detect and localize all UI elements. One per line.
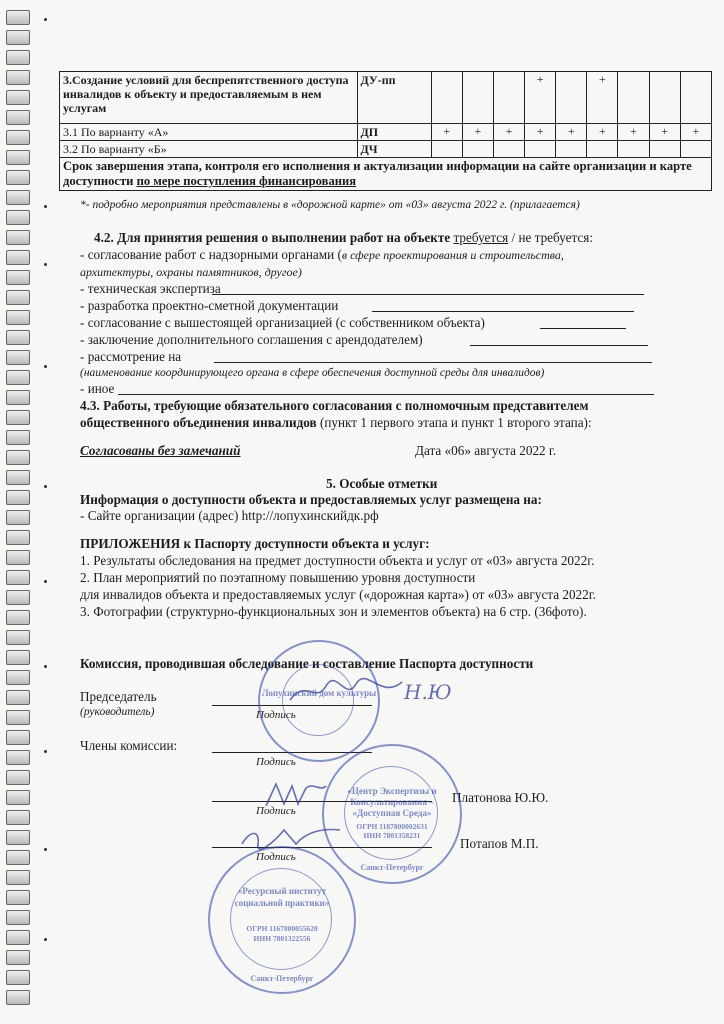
table-cell-mark bbox=[649, 72, 680, 124]
table-cell-mark: + bbox=[680, 124, 711, 141]
binding-ring bbox=[6, 110, 30, 125]
item-lease-agreement: - заключение дополнительного соглашения с арендодателем) bbox=[80, 332, 423, 347]
table-cell-mark bbox=[618, 72, 649, 124]
appendix-item: 1. Результаты обследования на предмет доступности объекта и услуг от «03» августа 2022г. bbox=[80, 553, 595, 568]
chair-sub: (руководитель) bbox=[80, 706, 155, 718]
binding-ring bbox=[6, 470, 30, 485]
not-required-text: / не требуется: bbox=[508, 230, 594, 245]
table-cell-mark bbox=[462, 72, 493, 124]
item-tech-expertise: - техническая экспертиза bbox=[80, 281, 221, 296]
table-cell-mark bbox=[493, 141, 524, 158]
table-cell-mark: + bbox=[525, 124, 556, 141]
binding-ring bbox=[6, 310, 30, 325]
table-cell-label: 3.1 По варианту «А» bbox=[60, 124, 358, 141]
binding-ring bbox=[6, 970, 30, 985]
rest-text: (пункт 1 первого этапа и пункт 1 второго этапа): bbox=[316, 415, 592, 430]
deadline-cell bbox=[60, 158, 712, 191]
binding-ring bbox=[6, 10, 30, 25]
binding-ring bbox=[6, 570, 30, 585]
table-row bbox=[60, 72, 712, 124]
punch-mark bbox=[44, 18, 47, 21]
table-cell-mark: + bbox=[431, 124, 462, 141]
table-cell-mark: + bbox=[587, 124, 618, 141]
table-cell-mark bbox=[431, 141, 462, 158]
table-cell-mark bbox=[431, 72, 462, 124]
punch-mark bbox=[44, 665, 47, 668]
stamp-text: Консультирования – bbox=[350, 797, 434, 807]
appendix-item: 2. План мероприятий по поэтапному повышению уровня доступности bbox=[80, 570, 476, 585]
section-43-line2 bbox=[80, 415, 592, 431]
table-cell-code: ДП bbox=[357, 124, 431, 141]
table-row bbox=[60, 141, 712, 158]
appendix-item: для инвалидов объекта и предоставляемых услуг («дорожная карта») от «03» августа 2022г. bbox=[80, 587, 596, 602]
table-cell-mark: + bbox=[587, 72, 618, 124]
item-review: - рассмотрение на bbox=[80, 349, 182, 364]
table-cell-mark: + bbox=[493, 124, 524, 141]
binding-ring bbox=[6, 650, 30, 665]
commission-title: Комиссия, проводившая обследование и составление Паспорта доступности bbox=[80, 656, 534, 671]
bold-text: общественного объединения инвалидов bbox=[80, 415, 317, 430]
binding-ring bbox=[6, 890, 30, 905]
table-cell-mark bbox=[649, 141, 680, 158]
binding-ring bbox=[6, 510, 30, 525]
binding-ring bbox=[6, 850, 30, 865]
binding-ring bbox=[6, 50, 30, 65]
punch-mark bbox=[44, 750, 47, 753]
binding-ring bbox=[6, 930, 30, 945]
agreed-date: Дата «06» августа 2022 г. bbox=[415, 443, 557, 458]
blank-line bbox=[540, 328, 626, 329]
table-row-deadline bbox=[60, 158, 712, 191]
measures-table bbox=[59, 71, 712, 191]
chair-handwritten: Н.Ю bbox=[404, 680, 452, 704]
member-name: Потапов М.П. bbox=[460, 836, 539, 851]
deadline-text: Срок завершения этапа, контроля его исполнения и актуализации информации на сайте организации и карте доступности bbox=[63, 159, 692, 188]
table-cell-mark bbox=[618, 141, 649, 158]
stamp-text: Санкт-Петербург bbox=[250, 974, 314, 983]
binding-ring bbox=[6, 430, 30, 445]
binding-ring bbox=[6, 270, 30, 285]
appendix-item: 3. Фотографии (структурно-функциональных зон и элементов объекта) на 6 стр. (36фото). bbox=[80, 604, 587, 619]
sign-label: Подпись bbox=[256, 756, 296, 768]
binding-ring bbox=[6, 550, 30, 565]
binding-ring bbox=[6, 590, 30, 605]
item-owner-approval: - согласование с вышестоящей организацией (с собственником объекта) bbox=[80, 315, 485, 330]
binding-ring bbox=[6, 290, 30, 305]
item-design-docs: - разработка проектно-сметной документации bbox=[80, 298, 339, 313]
table-cell-mark: + bbox=[525, 72, 556, 124]
table-cell-mark: + bbox=[649, 124, 680, 141]
binding-ring bbox=[6, 490, 30, 505]
stamp-text: ИНН 7801322556 bbox=[253, 934, 311, 943]
stamp-text: Лопухинский дом культуры bbox=[261, 688, 377, 698]
binding-ring bbox=[6, 150, 30, 165]
binding-ring bbox=[6, 810, 30, 825]
binding-ring bbox=[6, 630, 30, 645]
agreed-text: Согласованы без замечаний bbox=[80, 443, 241, 458]
punch-mark bbox=[44, 263, 47, 266]
binding-ring bbox=[6, 990, 30, 1005]
item-text: - согласование работ с надзорными органами ( bbox=[80, 247, 342, 262]
table-cell-label: 3.2 По варианту «Б» bbox=[60, 141, 358, 158]
table-cell-mark bbox=[525, 141, 556, 158]
appendix-title: ПРИЛОЖЕНИЯ к Паспорту доступности объекта и услуг: bbox=[80, 536, 430, 551]
spiral-binding bbox=[2, 0, 32, 1024]
binding-ring bbox=[6, 170, 30, 185]
stamp-text: «Центр Экспертизы и bbox=[347, 786, 437, 796]
table-cell-mark bbox=[556, 141, 587, 158]
punch-mark bbox=[44, 580, 47, 583]
binding-ring bbox=[6, 90, 30, 105]
stamp-text: «Доступная Среда» bbox=[352, 808, 432, 818]
binding-ring bbox=[6, 70, 30, 85]
binding-ring bbox=[6, 910, 30, 925]
table-cell-mark bbox=[587, 141, 618, 158]
heading-text: 4.2. Для принятия решения о выполнении работ на объекте bbox=[94, 230, 454, 245]
stamp-text: ОГРН 1187800002631 bbox=[356, 822, 428, 831]
table-cell-mark bbox=[462, 141, 493, 158]
binding-ring bbox=[6, 190, 30, 205]
members-label: Члены комиссии: bbox=[80, 738, 178, 753]
section-5-info: Информация о доступности объекта и предоставляемых услуг размещена на: bbox=[80, 492, 542, 507]
table-cell-mark bbox=[556, 72, 587, 124]
sign-label: Подпись bbox=[256, 851, 296, 863]
punch-mark bbox=[44, 848, 47, 851]
binding-ring bbox=[6, 530, 30, 545]
table-cell-mark: + bbox=[556, 124, 587, 141]
table-cell-label: 3.Создание условий для беспрепятственного доступа инвалидов к объекту и предоставляемым в нем услугам bbox=[60, 72, 358, 124]
stamp-text: социальной практики» bbox=[234, 898, 330, 908]
item-note: в сфере проектирования и строительства, bbox=[341, 248, 564, 262]
binding-ring bbox=[6, 330, 30, 345]
binding-ring bbox=[6, 390, 30, 405]
binding-ring bbox=[6, 750, 30, 765]
section-5-site: - Сайте организации (адрес) http://лопухинскийдк.рф bbox=[80, 508, 379, 523]
binding-ring bbox=[6, 790, 30, 805]
section-42-heading bbox=[94, 230, 593, 246]
binding-ring bbox=[6, 350, 30, 365]
required-text: требуется bbox=[453, 230, 509, 245]
binding-ring bbox=[6, 30, 30, 45]
table-cell-code: ДУ-пп bbox=[357, 72, 431, 124]
member-name: Платонова Ю.Ю. bbox=[452, 790, 549, 805]
binding-ring bbox=[6, 130, 30, 145]
table-cell-mark: + bbox=[618, 124, 649, 141]
punch-mark bbox=[44, 205, 47, 208]
deadline-underlined: по мере поступления финансирования bbox=[136, 174, 357, 188]
stamp-text: ОГРН 1167800055620 bbox=[246, 924, 318, 933]
table-cell-mark bbox=[680, 72, 711, 124]
stamp-text: ИНН 7801358231 bbox=[363, 831, 421, 840]
binding-ring bbox=[6, 730, 30, 745]
stamp-text: «Ресурсный институт bbox=[237, 886, 327, 896]
binding-ring bbox=[6, 690, 30, 705]
blank-line bbox=[372, 311, 634, 312]
item-supervisory bbox=[80, 247, 564, 263]
item-note-2: архитектуры, охраны памятников, другое) bbox=[80, 265, 302, 279]
binding-ring bbox=[6, 210, 30, 225]
binding-ring bbox=[6, 410, 30, 425]
item-other: - иное bbox=[80, 381, 115, 396]
table-cell-code: ДЧ bbox=[357, 141, 431, 158]
blank-line bbox=[212, 294, 644, 295]
binding-ring bbox=[6, 710, 30, 725]
stamp-text: Санкт-Петербург bbox=[360, 863, 424, 872]
binding-ring bbox=[6, 230, 30, 245]
section-43-line1: 4.3. Работы, требующие обязательного согласования с полномочным представителем bbox=[80, 398, 589, 413]
blank-line bbox=[214, 362, 652, 363]
sign-label: Подпись bbox=[256, 709, 296, 721]
binding-ring bbox=[6, 450, 30, 465]
binding-ring bbox=[6, 830, 30, 845]
punch-mark bbox=[44, 365, 47, 368]
culture-house-stamp bbox=[258, 640, 380, 762]
binding-ring bbox=[6, 250, 30, 265]
binding-ring bbox=[6, 670, 30, 685]
sign-label: Подпись bbox=[256, 805, 296, 817]
table-row bbox=[60, 124, 712, 141]
binding-ring bbox=[6, 770, 30, 785]
punch-mark bbox=[44, 485, 47, 488]
binding-ring bbox=[6, 370, 30, 385]
binding-ring bbox=[6, 950, 30, 965]
section-5-title: 5. Особые отметки bbox=[326, 476, 438, 491]
expertise-center-stamp bbox=[322, 744, 462, 884]
punch-mark bbox=[44, 938, 47, 941]
chair-label: Председатель bbox=[80, 689, 157, 704]
blank-line bbox=[470, 345, 648, 346]
blank-line bbox=[118, 394, 654, 395]
coord-note: (наименование координирующего органа в сфере обеспечения доступной среды для инвалидов) bbox=[80, 367, 545, 379]
table-cell-mark bbox=[680, 141, 711, 158]
table-cell-mark: + bbox=[462, 124, 493, 141]
binding-ring bbox=[6, 610, 30, 625]
footnote: *- подробно мероприятия представлены в «дорожной карте» от «03» августа 2022 г. (прилагается) bbox=[80, 199, 580, 211]
resource-institute-stamp bbox=[208, 846, 356, 994]
table-cell-mark bbox=[493, 72, 524, 124]
binding-ring bbox=[6, 870, 30, 885]
